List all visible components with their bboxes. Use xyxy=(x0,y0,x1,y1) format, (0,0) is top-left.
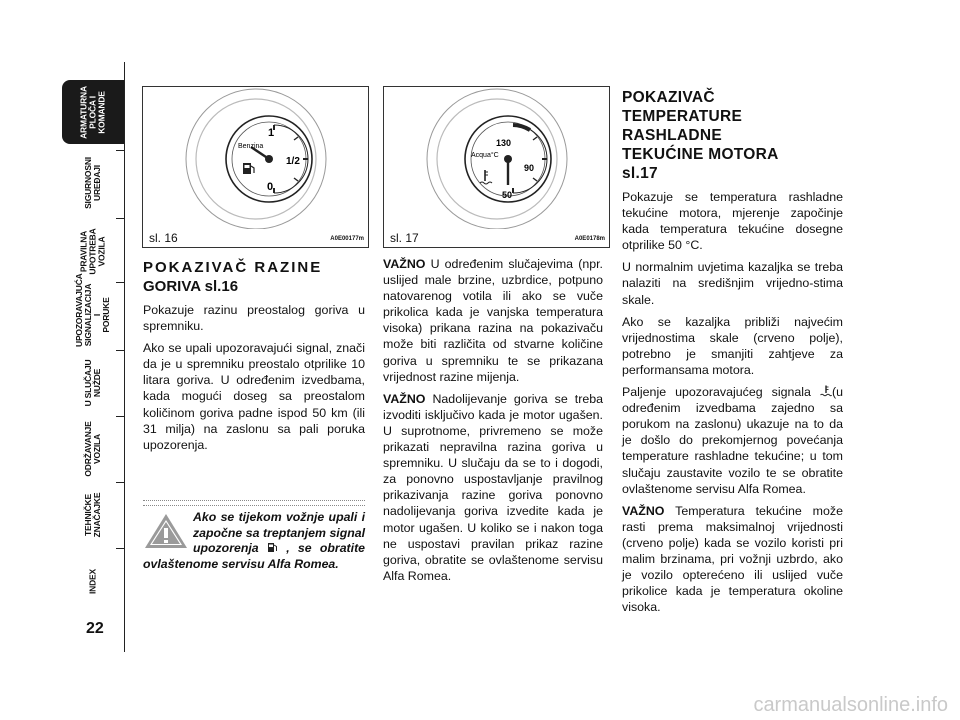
fuel-section xyxy=(143,258,365,459)
note-keyword: VAŽNO xyxy=(622,503,665,518)
fuel-pump-icon xyxy=(267,541,278,553)
tab-pravilna-upotreba[interactable] xyxy=(62,219,124,283)
figure-code: A0E0178m xyxy=(574,236,605,242)
tab-label: ODRŽAVANJE VOZILA xyxy=(83,421,102,477)
chapter-tab-rail xyxy=(0,0,128,720)
coolant-mark-high: 130 xyxy=(496,138,512,148)
note-text: Nadolijevanje goriva se treba izvoditi isključivo kada je motor ugašen. U suprotnome, privremeno se može prikazati nepravilna razina goriva u spremniku. U slučaju da se to i dogodi, za ponovno uspostavljanje pravilnog prikazivanja razine goriva ponovno nadolijevanja goriva izvedite kada je motor ugašen. U koliko se i nakon toga ne uspostavi pravilan prikaz razine goriva, obratite se ovlaštenome servisu Alfa Romea. xyxy=(383,391,603,583)
figure-code: A0E00177m xyxy=(330,236,364,242)
fuel-section-title xyxy=(143,258,365,296)
page-number: 22 xyxy=(86,620,104,637)
coolant-mark-low: 50 xyxy=(502,190,513,200)
fuel-gauge-illustration xyxy=(143,87,368,229)
coolant-title-line: TEMPERATURE xyxy=(622,108,743,125)
note-keyword: VAŽNO xyxy=(383,257,426,271)
coolant-title-line: POKAZIVAČ xyxy=(622,89,715,106)
note-keyword: VAŽNO xyxy=(383,391,426,406)
coolant-gauge-illustration xyxy=(384,87,609,229)
fuel-paragraph-2: Ako se upali upozoravajući signal, znači da je u spremniku preostalo otprilike 10 litara goriva. U određenim izvedbama, kada mogući doseg sa preostalom količinom goriva padne ispod 50 km (ili 31 milja) na zaslonu sa pali poruka upozorenja. xyxy=(143,341,365,452)
fuel-title-line2: GORIVA sl.16 xyxy=(143,278,239,295)
coolant-title-line: RASHLADNE xyxy=(622,127,723,144)
warning-top-rule xyxy=(143,500,365,506)
note-text: U određenim slučajevima (npr. uslijed male brzine, uzbrdice, potpuno natovarenog votila ili ako se vuče prikolica kada je vanjska temperatura visoka) prikana razina na pokazivaču može biti različita od stvarne količine goriva u spremniku te se prikazana vrijednost razine mijenja. xyxy=(383,257,603,384)
coolant-p4-start: Paljenje upozoravajućeg signala xyxy=(622,385,811,400)
tab-label: UPOZORAVAJUĆA SIGNALIZACIJA I PORUKE xyxy=(74,273,111,347)
tab-tehnicke-znacajke[interactable] xyxy=(62,483,124,547)
watermark: carmanualsonline.info xyxy=(753,694,948,716)
note-2 xyxy=(383,391,603,584)
tab-label: PRAVILNA UPOTREBA VOZILA xyxy=(78,227,107,275)
coolant-mark-mid: 90 xyxy=(524,163,535,173)
figure-coolant-gauge xyxy=(383,86,610,248)
fuel-paragraph-1: Pokazuje razinu preostalog goriva u spremniku. xyxy=(143,303,365,334)
coolant-paragraph-2: U normalnim uvjetima kazaljka se treba nalaziti na središnjim vrijedno-stima skale. xyxy=(622,260,843,307)
figure-fuel-gauge xyxy=(142,86,369,248)
tab-label: SIGURNOSNI UREĐAJI xyxy=(83,157,102,209)
coolant-paragraph-1: Pokazuje se temperatura rashladne tekućine motora, mjerenje započinje kada temperatura tekućine dosegne otprilike 50 °C. xyxy=(622,190,843,253)
coolant-warning-icon xyxy=(820,385,832,397)
coolant-gauge-label: Acqua°C xyxy=(471,152,499,159)
fuel-mark-full: 1 xyxy=(268,127,275,139)
figure-caption: sl. 17 xyxy=(390,231,419,245)
coolant-paragraph-4 xyxy=(622,384,843,497)
tab-label: ARMATURNA PLOČA I KOMANDE xyxy=(78,85,107,139)
tab-label: INDEX xyxy=(87,568,98,594)
warning-box xyxy=(143,500,365,572)
coolant-paragraph-3: Ako se kazaljka približi najvećim vrijednostima skale (crveno polje), potrebno je smanjiti zahtjeve za performansama motora. xyxy=(622,314,843,377)
figure-caption: sl. 16 xyxy=(149,231,178,245)
tab-index[interactable] xyxy=(62,549,124,613)
coolant-note xyxy=(622,503,843,616)
tab-label: U SLUČAJU NUŽDE xyxy=(83,359,102,407)
coolant-title-line: sl.17 xyxy=(622,165,658,182)
tab-odrzavanje-vozila[interactable] xyxy=(62,417,124,481)
note-1 xyxy=(383,256,603,385)
tab-u-slucaju-nuzde[interactable] xyxy=(62,351,124,415)
warning-text-end: , se obratite ovlaštenome servisu Alfa Romea. xyxy=(143,541,366,571)
coolant-title-line: TEKUĆINE MOTORA xyxy=(622,146,779,163)
tab-armaturna-ploca[interactable] xyxy=(62,80,124,144)
rail-divider-line xyxy=(124,62,125,652)
coolant-section-title xyxy=(622,88,843,183)
fuel-mark-empty: 0 xyxy=(267,181,274,193)
fuel-notes-section xyxy=(383,256,603,590)
tab-label: TEHNIČKE ZNAČAJKE xyxy=(83,492,102,538)
fuel-title-line1: POKAZIVAČ RAZINE xyxy=(143,259,323,276)
tab-upozoravajuca-signalizacija[interactable] xyxy=(62,273,124,347)
tab-sigurnosni-uredaji[interactable] xyxy=(62,151,124,215)
coolant-p4-end: (u određenim izvedbama zajedno sa porukom na zaslonu) ukazuje na to da je došlo do prekomjernog povećanja temperature rashladne tekućine; u tom slučaju zaustavite vozilo te se obratite ovlaštenome servisu Alfa Romea. xyxy=(622,385,843,496)
warning-triangle-icon xyxy=(143,512,189,550)
warning-text-main: Ako se tijekom vožnje upali i započne sa treptanjem signal upozorenja xyxy=(193,510,365,555)
note-text: Temperatura tekućine može rasti prema maksimalnoj vrijednosti (crveno polje) kada se vozilo koristi pri malim brzinama, pri vožnji uzbrdo, ako je vozilo opterećeno ili uslijed vuče prikolice kada je temperatura okoline visoka. xyxy=(622,503,843,615)
coolant-section xyxy=(622,88,843,621)
fuel-gauge-label: Benzina xyxy=(238,143,264,150)
fuel-mark-half: 1/2 xyxy=(286,156,300,167)
